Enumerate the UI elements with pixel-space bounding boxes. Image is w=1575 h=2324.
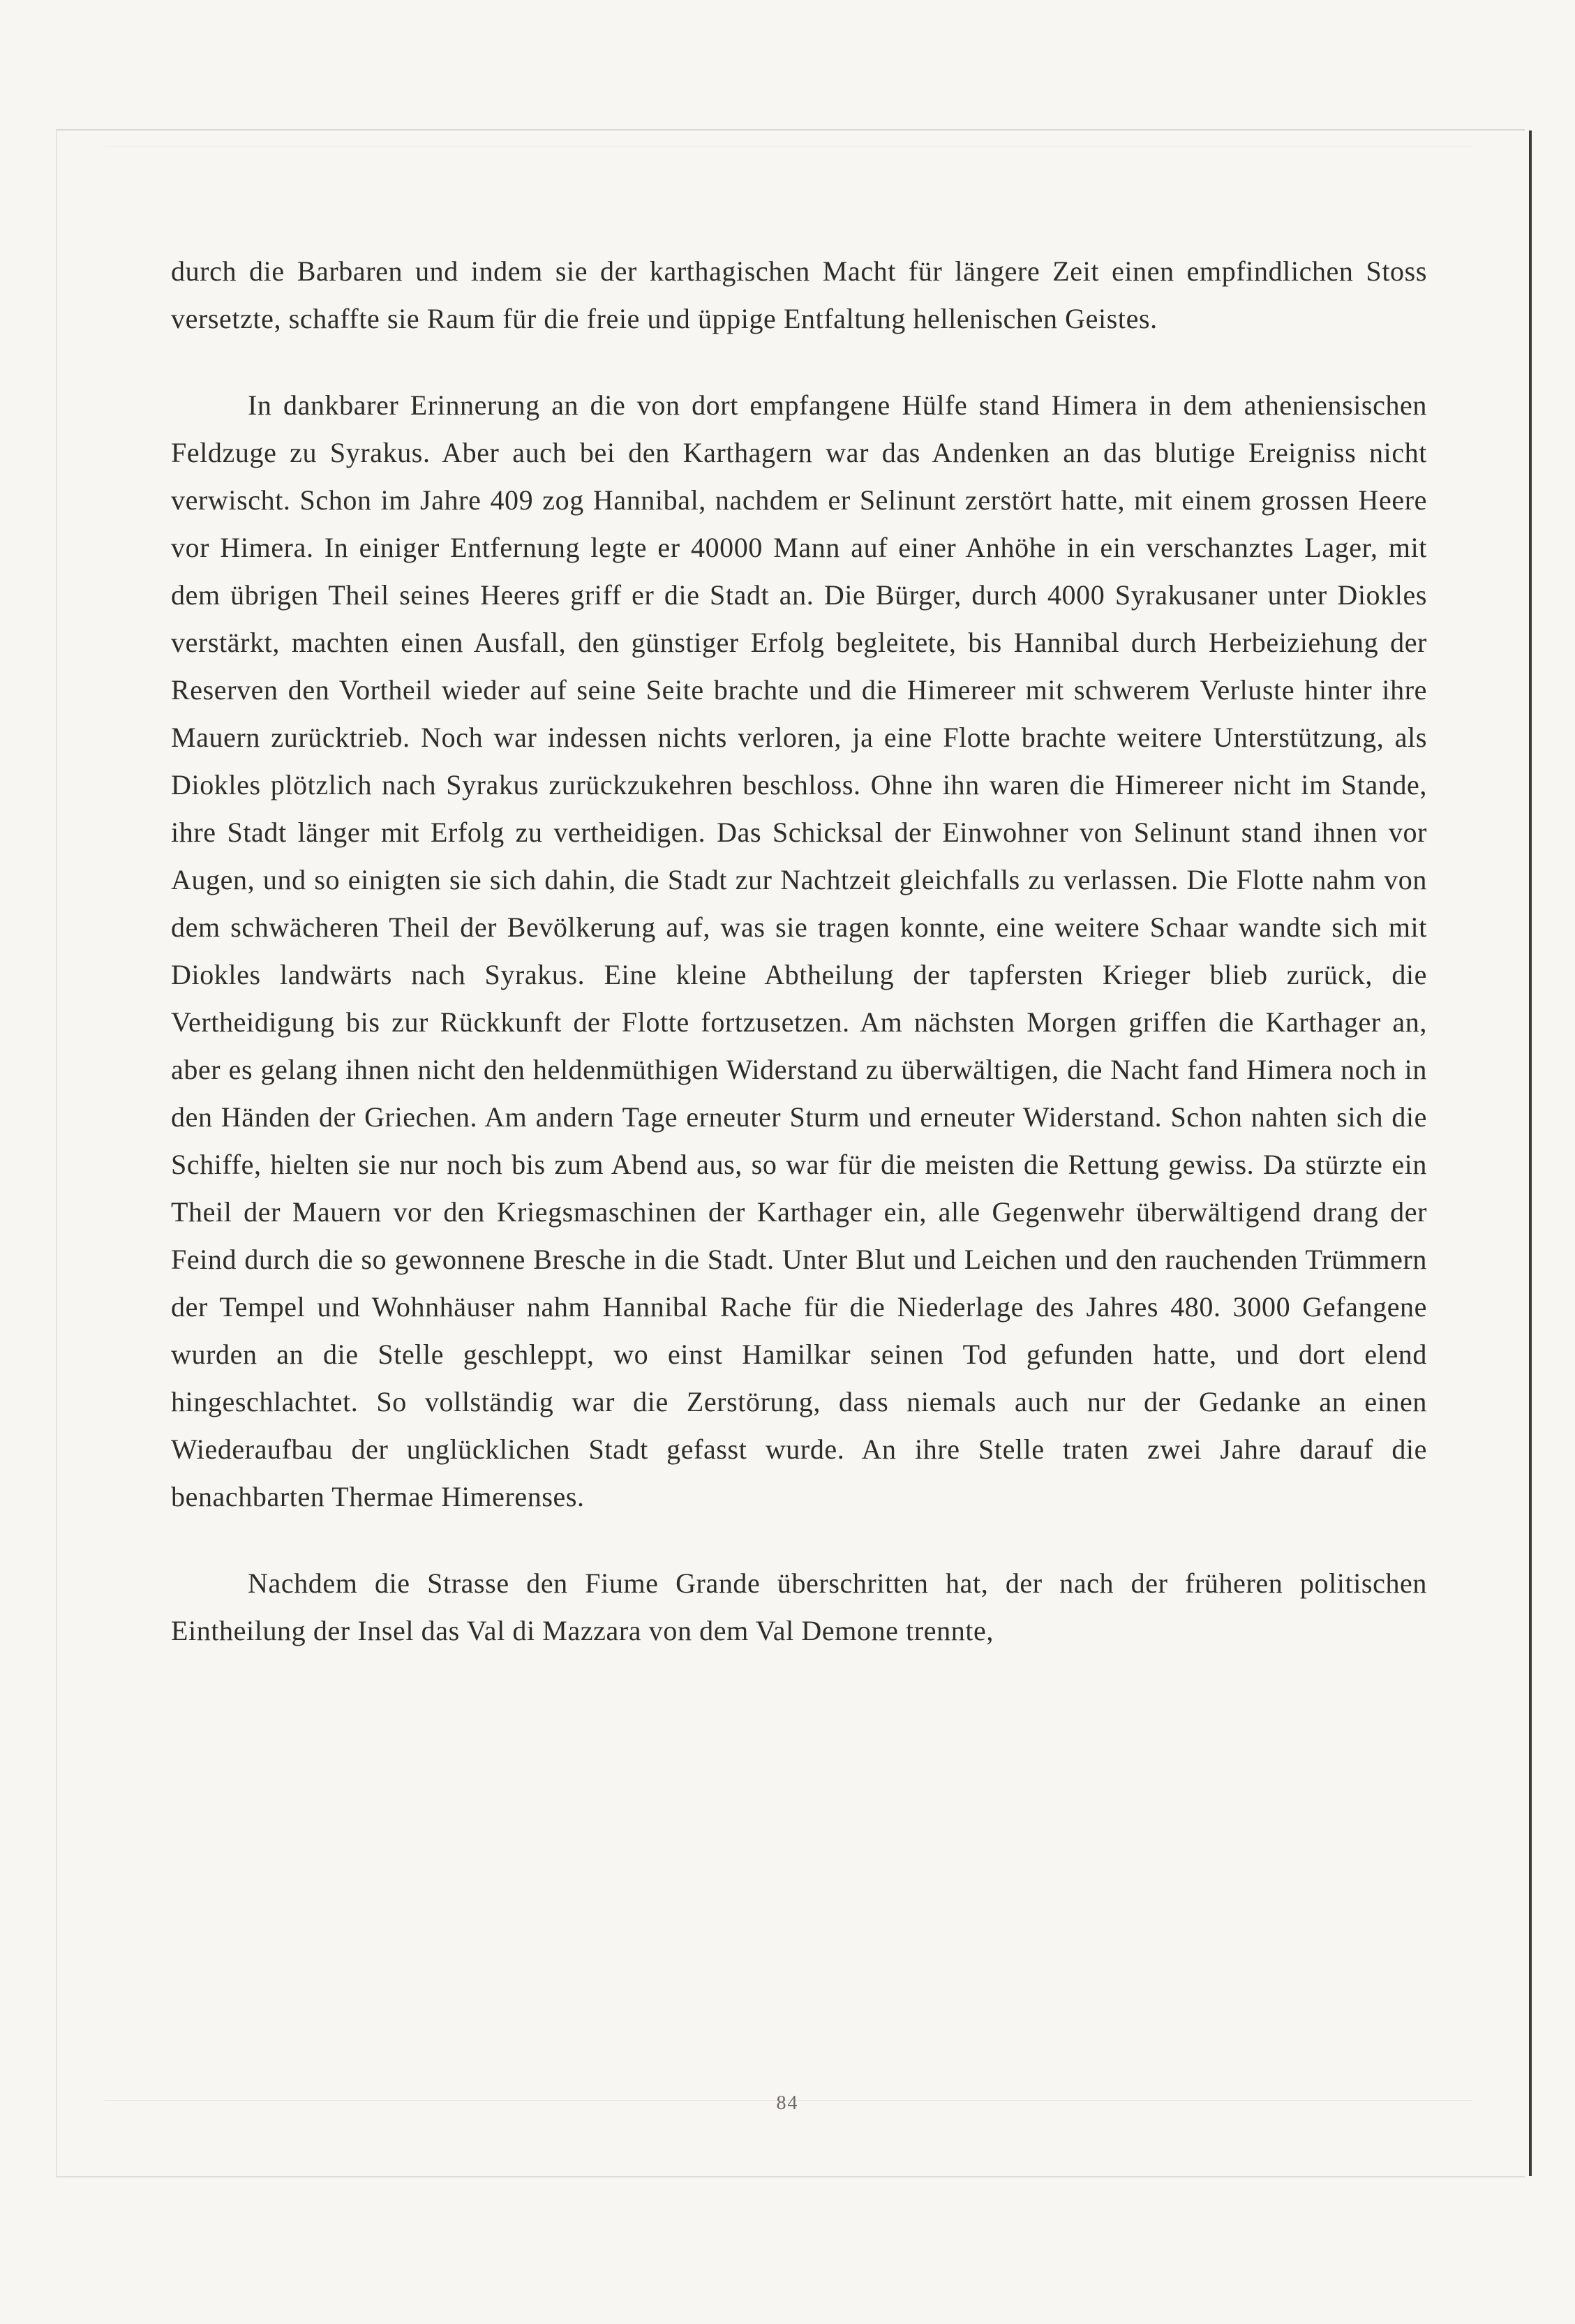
paragraph-1: durch die Barbaren und indem sie der karthagischen Macht für längere Zeit einen empfindlichen Stoss versetzte, schaffte sie Raum für die freie und üppige Entfaltung hellenischen Geistes. [171, 255, 1427, 334]
document-body [171, 248, 1427, 1694]
paragraph-2: In dankbarer Erinnerung an die von dort empfangene Hülfe stand Himera in dem atheniensischen Feldzuge zu Syrakus. Aber auch bei den Karthagern war das Andenken an das blutige Ereigniss nicht verwischt. Schon im Jahre 409 zog Hannibal, nachdem er Selinunt zerstört hatte, mit einem grossen Heere vor Himera. In einiger Entfernung legte er 40000 Mann auf einer Anhöhe in ein verschanztes Lager, mit dem übrigen Theil seines Heeres griff er die Stadt an. Die Bürger, durch 4000 Syrakusaner unter Diokles verstärkt, machten einen Ausfall, den günstiger Erfolg begleitete, bis Hannibal durch Herbeiziehung der Reserven den Vortheil wieder auf seine Seite brachte und die Himereer mit schwerem Verluste hinter ihre Mauern zurücktrieb. Noch war indessen nichts verloren, ja eine Flotte brachte weitere Unterstützung, als Diokles plötzlich nach Syrakus zurückzukehren beschloss. Ohne ihn waren die Himereer nicht im Stande, ihre Stadt länger mit Erfolg zu vertheidigen. Das Schicksal der Einwohner von Selinunt stand ihnen vor Augen, und so einigten sie sich dahin, die Stadt zur Nachtzeit gleichfalls zu verlassen. Die Flotte nahm von dem schwächeren Theil der Bevölkerung auf, was sie tragen konnte, eine weitere Schaar wandte sich mit Diokles landwärts nach Syrakus. Eine kleine Abtheilung der tapfersten Krieger blieb zurück, die Vertheidigung bis zur Rückkunft der Flotte fortzusetzen. Am nächsten Morgen griffen die Karthager an, aber es gelang ihnen nicht den heldenmüthigen Widerstand zu überwältigen, die Nacht fand Himera noch in den Händen der Griechen. Am andern Tage erneuter Sturm und erneuter Widerstand. Schon nahten sich die Schiffe, hielten sie nur noch bis zum Abend aus, so war für die meisten die Rettung gewiss. Da stürzte ein Theil der Mauern vor den Kriegsmaschinen der Karthager ein, alle Gegenwehr überwältigend drang der Feind durch die so gewonnene Bresche in die Stadt. Unter Blut und Leichen und den rauchenden Trümmern der Tempel und Wohnhäuser nahm Hannibal Rache für die Niederlage des Jahres 480. 3000 Gefangene wurden an die Stelle geschleppt, wo einst Hamilkar seinen Tod gefunden hatte, und dort elend hingeschlachtet. So vollständig war die Zerstörung, dass niemals auch nur der Gedanke an einen Wiederaufbau der unglücklichen Stadt gefasst wurde. An ihre Stelle traten zwei Jahre darauf die benachbarten Thermae Himerenses. [171, 389, 1427, 1512]
paragraph-3: Nachdem die Strasse den Fiume Grande überschritten hat, der nach der früheren politischen Eintheilung der Insel das Val di Mazzara von dem Val Demone trennte, [171, 1567, 1427, 1646]
page-number: 84 [776, 2092, 799, 2114]
